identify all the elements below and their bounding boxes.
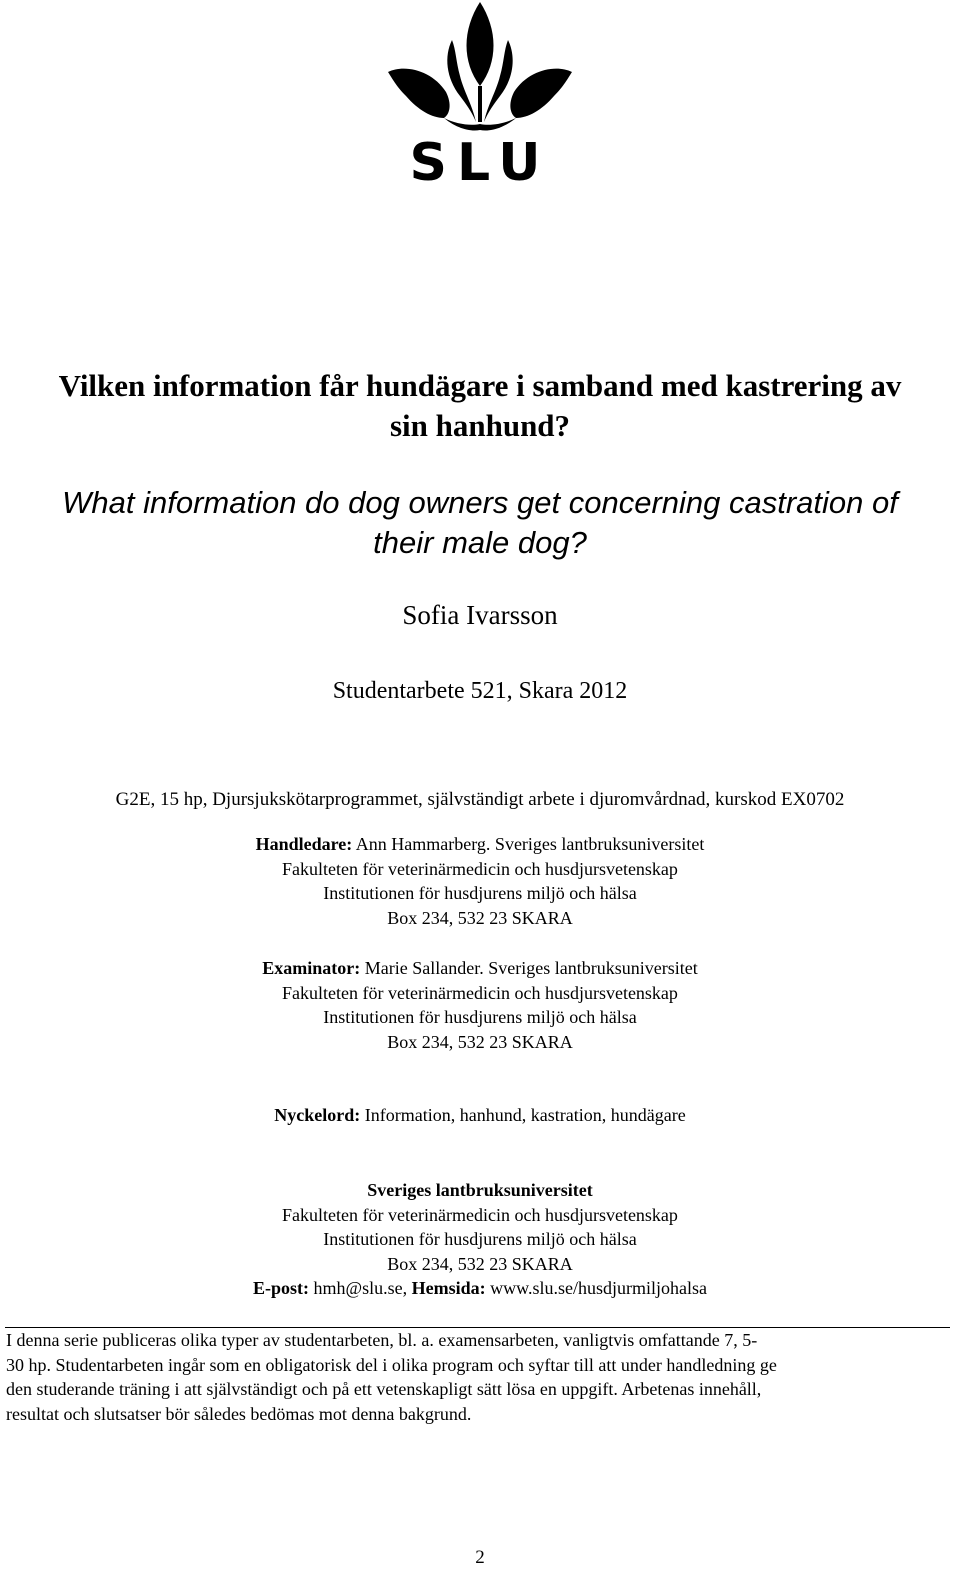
examiner-address: Box 234, 532 23 SKARA	[387, 1031, 573, 1052]
title-english-line1: What information do dog owners get concerning castration of	[62, 485, 898, 520]
website-link[interactable]: www.slu.se/husdjurmiljohalsa	[490, 1278, 707, 1298]
supervisor-address: Box 234, 532 23 SKARA	[387, 907, 573, 928]
publisher-contact	[0, 1276, 960, 1301]
examiner-block	[0, 956, 960, 1054]
series-description-line1: I denna serie publiceras olika typer av studentarbeten, bl. a. examensarbeten, vanligtvis omfattande 7, 5-	[6, 1330, 758, 1350]
publisher-faculty: Fakulteten för veterinärmedicin och husdjursvetenskap	[282, 1204, 678, 1225]
series-description-line3: den studerande träning i att självständigt och på ett vetenskapligt sätt lösa en uppgift. Arbetenas innehåll,	[6, 1379, 762, 1399]
email-label: E-post:	[253, 1278, 310, 1298]
keywords	[0, 1103, 960, 1127]
supervisor-faculty: Fakulteten för veterinärmedicin och husdjursvetenskap	[282, 858, 678, 879]
page-number: 2	[475, 1547, 485, 1568]
publisher-name: Sveriges lantbruksuniversitet	[367, 1180, 593, 1200]
title-english-line2: their male dog?	[373, 525, 587, 560]
slu-wordmark: SLU	[409, 133, 551, 190]
slu-leaf-icon	[380, 0, 580, 190]
title-swedish-line2: sin hanhund?	[389, 408, 571, 443]
supervisor-block	[0, 832, 960, 930]
series-description-line4: resultat och slutsatser bör således bedömas mot denna bakgrund.	[6, 1403, 472, 1424]
supervisor-label: Handledare:	[255, 834, 353, 854]
examiner-department: Institutionen för husdjurens miljö och hälsa	[323, 1007, 637, 1027]
supervisor-line1	[0, 832, 960, 857]
series-info: Studentarbete 521, Skara 2012	[332, 678, 628, 704]
supervisor-name: Ann Hammarberg. Sveriges lantbruksuniversitet	[355, 834, 705, 854]
publisher-address: Box 234, 532 23 SKARA	[387, 1253, 573, 1274]
examiner-line1	[0, 956, 960, 981]
publisher-department: Institutionen för husdjurens miljö och hälsa	[323, 1229, 637, 1249]
examiner-name: Marie Sallander. Sveriges lantbruksuniversitet	[364, 958, 698, 978]
series-description	[6, 1328, 946, 1426]
course-info: G2E, 15 hp, Djursjukskötarprogrammet, självständigt arbete i djuromvårdnad, kurskod EX0702	[115, 789, 845, 810]
title-swedish-line1: Vilken information får hundägare i samband med kastrering av	[58, 368, 902, 403]
title-english	[0, 483, 960, 563]
series-description-line2: 30 hp. Studentarbeten ingår som en obligatorisk del i olika program och syftar till att under handledning ge	[6, 1354, 777, 1375]
title-swedish	[0, 366, 960, 446]
keywords-label: Nyckelord:	[274, 1105, 361, 1125]
examiner-faculty: Fakulteten för veterinärmedicin och husdjursvetenskap	[282, 982, 678, 1003]
supervisor-department: Institutionen för husdjurens miljö och hälsa	[323, 883, 637, 903]
publisher-block	[0, 1178, 960, 1301]
author-name: Sofia Ivarsson	[402, 600, 558, 630]
website-label: Hemsida:	[411, 1278, 486, 1298]
email-link[interactable]: hmh@slu.se,	[313, 1278, 408, 1298]
keywords-value: Information, hanhund, kastration, hundägare	[364, 1105, 686, 1125]
slu-logo	[380, 0, 580, 190]
examiner-label: Examinator:	[262, 958, 361, 978]
